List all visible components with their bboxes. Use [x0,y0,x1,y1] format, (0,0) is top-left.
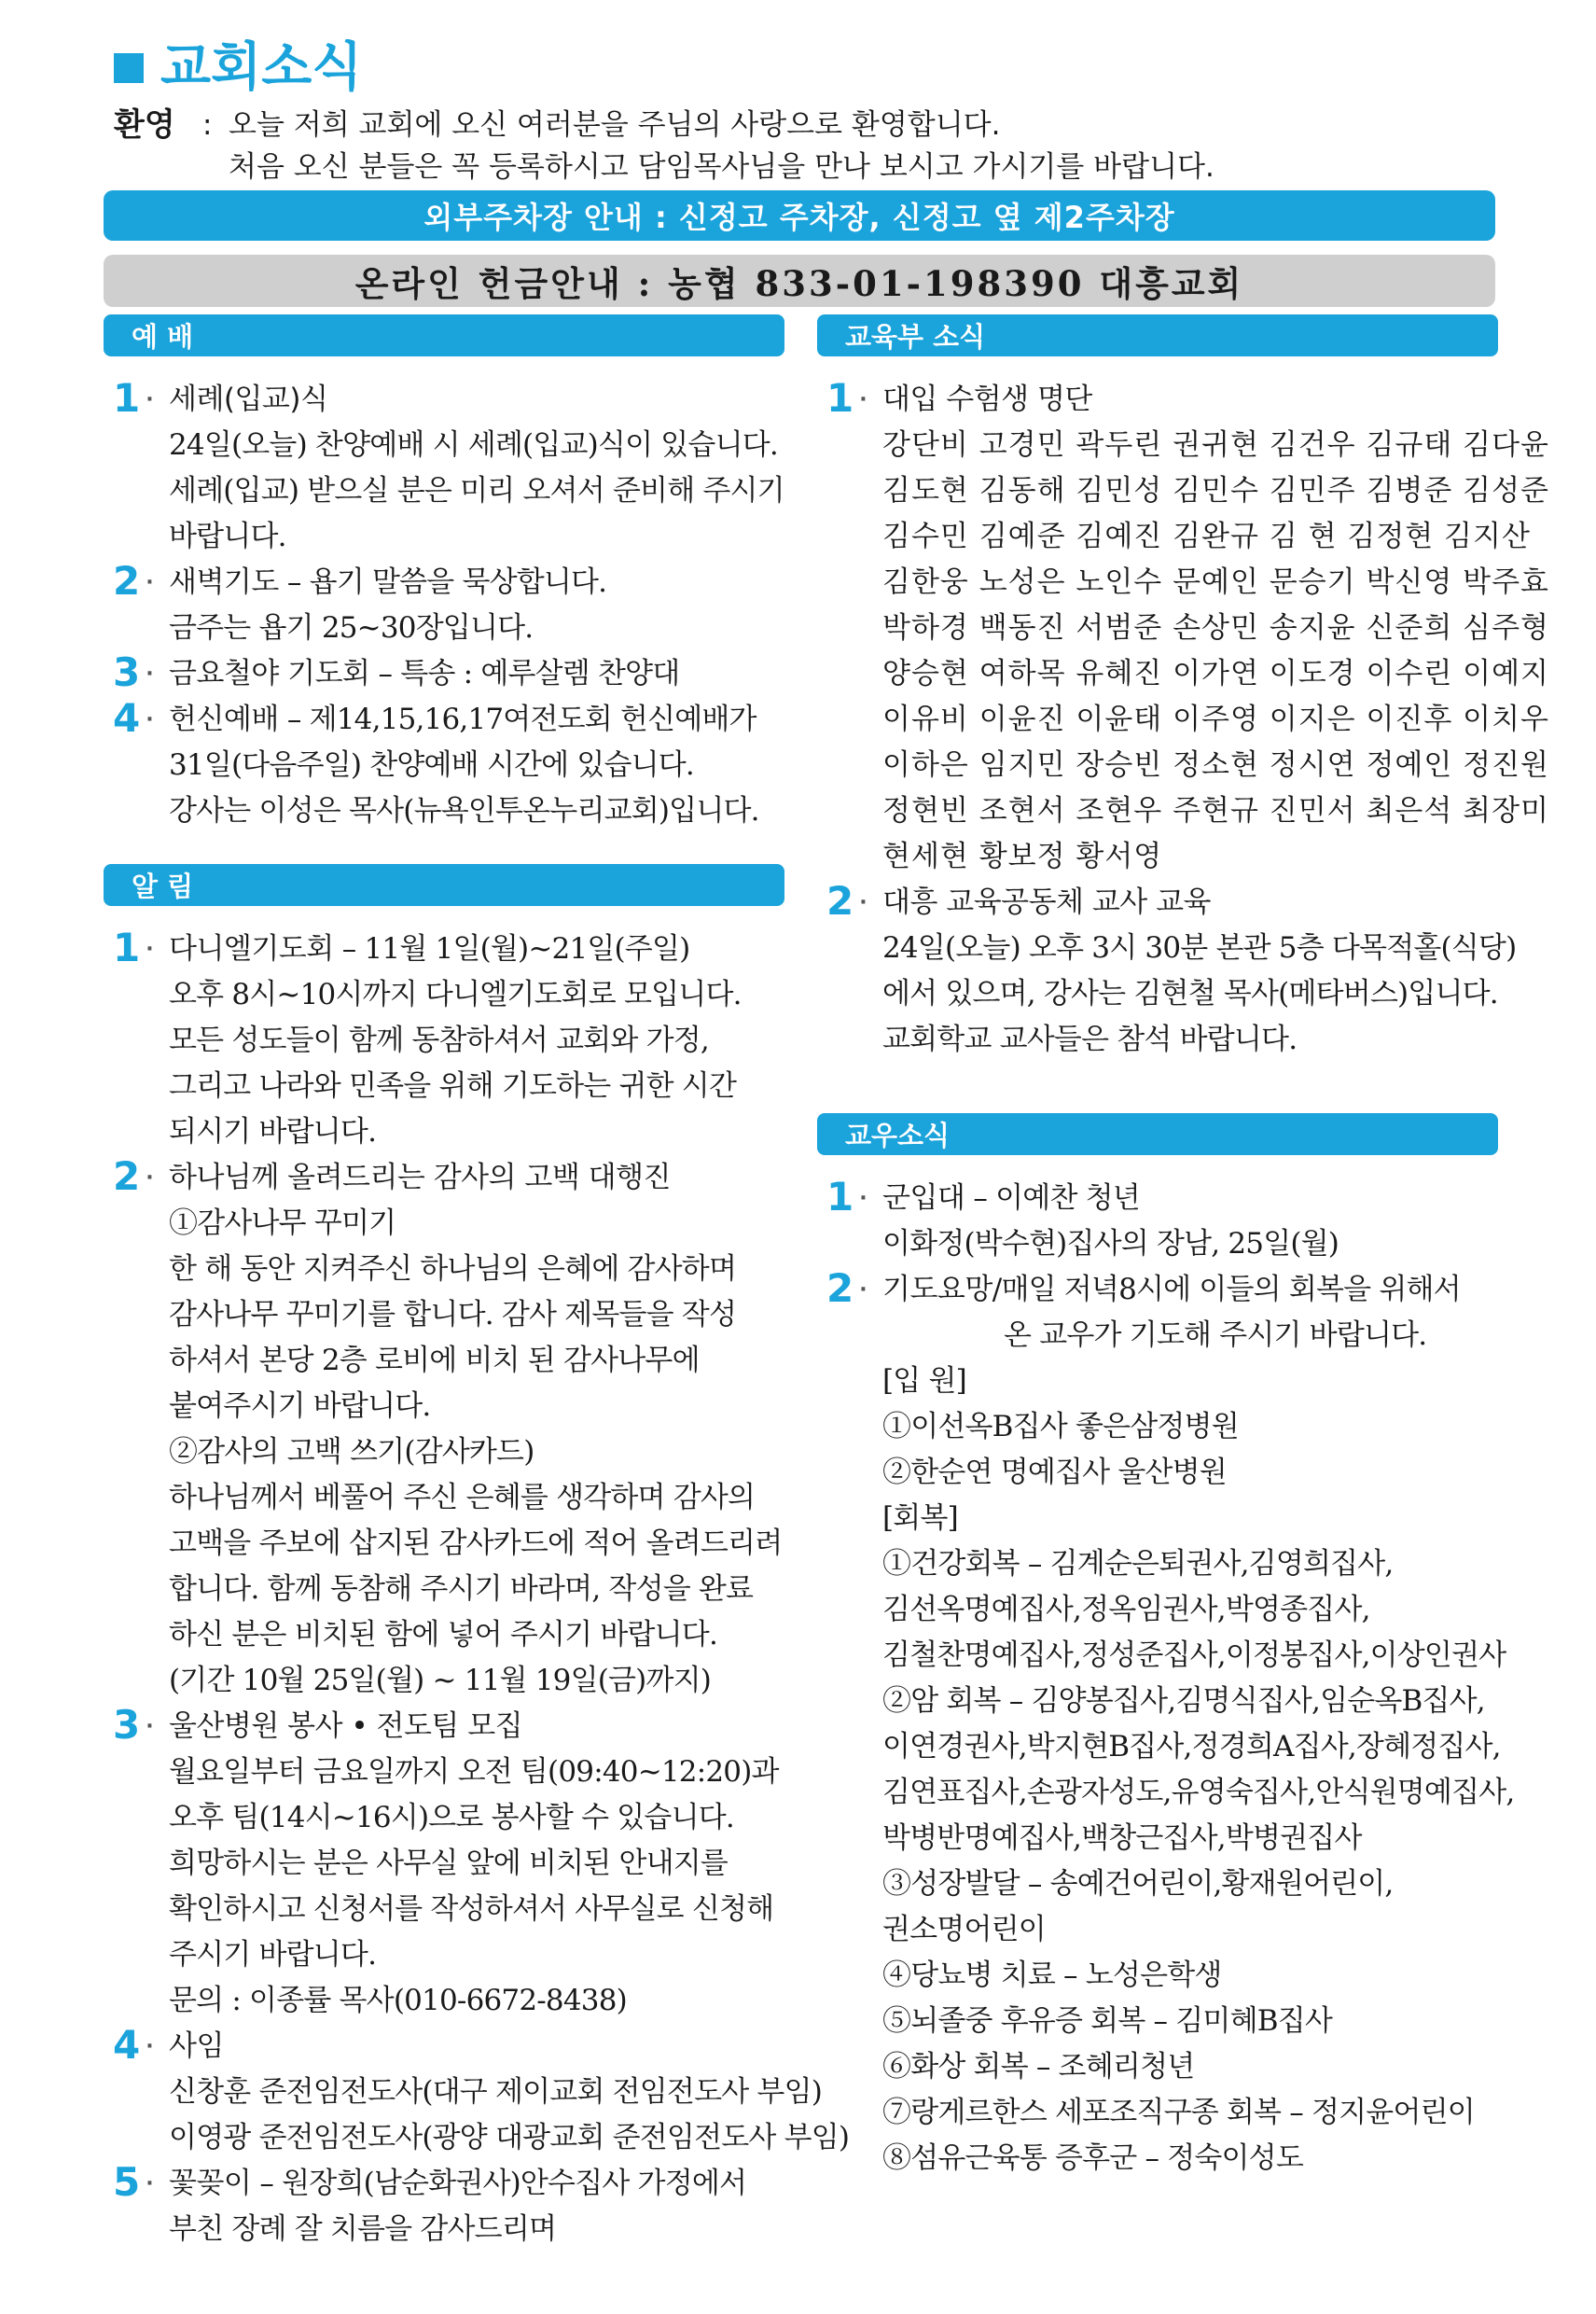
item-line: 오후 팀(14시~16시)으로 봉사할 수 있습니다. [169,1801,734,1834]
item-line: 김선옥명예집사,정옥임권사,박영종집사, [882,1593,1370,1626]
item-number [113,558,154,611]
item-line: ①이선옥B집사 좋은삼정병원 [882,1410,1239,1443]
bullet-dot-icon: · [146,2035,154,2058]
item-line: 하셔서 본당 2층 로비에 비치 된 감사나무에 [169,1344,700,1377]
education-item-2 [817,878,1517,1063]
item-line: 24일(오늘) 오후 3시 30분 본관 5층 다목적홀(식당) [882,931,1517,965]
title-square-icon [114,53,144,83]
item-line: 월요일부터 금요일까지 오전 팀(09:40~12:20)과 [169,1755,779,1789]
item-line: 감사나무 꾸미기를 합니다. 감사 제목들을 작성 [169,1298,737,1331]
item-number [113,2159,154,2212]
item-title-detail: – 특송 : 예루살렘 찬양대 [369,657,680,690]
item-title-detail: – 이예찬 청년 [965,1181,1140,1215]
item-title-detail: – 제14,15,16,17여전도회 헌신예배가 [278,703,756,736]
notice-item-4 [104,2022,850,2161]
item-line: 박하경 백동진 서범준 손상민 송지윤 신준희 심주형 [882,611,1549,645]
item-line: 오후 8시~10시까지 다니엘기도회로 모입니다. [169,978,742,1011]
welcome-line-2: 처음 오신 분들은 꼭 등록하시고 담임목사님을 만나 보시고 가시기를 바랍니다. [229,150,1214,184]
item-line: 붙여주시기 바랍니다. [169,1389,431,1423]
item-number [113,1702,154,1755]
item-line: 신창훈 준전임전도사(대구 제이교회 전임전도사 부임) [169,2075,823,2109]
notice-section [104,864,850,2252]
item-title: 기도요망 [882,1273,992,1306]
item-title-detail: – 11월 1일(월)~21일(주일) [333,932,690,966]
right-column [817,314,1549,2182]
worship-item-2 [104,560,784,651]
welcome-message [114,105,1214,188]
item-line: 온 교우가 기도해 주시기 바랍니다. [1004,1318,1427,1352]
worship-item-1 [104,377,784,560]
bullet-dot-icon: · [146,1166,154,1190]
item-line: 하신 분은 비치된 함에 넣어 주시기 바랍니다. [169,1618,718,1652]
item-line: 에서 있으며, 강사는 김현철 목사(메타버스)입니다. [882,977,1498,1011]
item-line: ①감사나무 꾸미기 [169,1206,396,1240]
members-heading: 교우소식 [817,1113,1498,1155]
bullet-dot-icon: · [146,571,154,594]
item-line: 한 해 동안 지켜주신 하나님의 은혜에 감사하며 [169,1252,737,1286]
item-number [113,925,154,978]
item-title: 대흥 교육공동체 교사 교육 [882,885,1211,919]
item-line: 하나님께서 베풀어 주신 은혜를 생각하며 감사의 [169,1481,756,1514]
item-line: 합니다. 함께 동참해 주시기 바라며, 작성을 완료 [169,1572,754,1606]
item-title: 군입대 [882,1181,965,1215]
item-number-text: 2 [826,878,854,924]
item-line: 김수민 김예준 김예진 김완규 김 현 김정현 김지산 [882,520,1531,553]
bullet-dot-icon: · [146,708,154,732]
item-number-text: 1 [826,375,854,421]
item-title-detail: /매일 저녁8시에 이들의 회복을 위해서 [992,1273,1461,1306]
item-title-detail: – 원장희(남순화권사)안수집사 가정에서 [251,2167,747,2200]
bullet-dot-icon: · [146,388,154,411]
item-line: ⑧섬유근육통 증후군 – 정숙이성도 [882,2141,1303,2175]
item-line: 권소명어린이 [882,1913,1046,1946]
parking-banner: 외부주차장 안내 : 신정고 주차장, 신정고 옆 제2주차장 [104,190,1495,241]
education-heading: 교육부 소식 [817,314,1498,356]
page-title-text: 교회소식 [160,37,363,98]
item-line: ⑥화상 회복 – 조혜리청년 [882,2050,1195,2084]
item-line: 모든 성도들이 함께 동참하셔서 교회와 가정, [169,1024,709,1057]
bullet-dot-icon: · [859,891,867,914]
item-number [113,695,154,748]
page-title [114,35,362,101]
bullet-dot-icon: · [859,388,867,411]
item-number [826,375,867,428]
item-number-text: 3 [113,1702,141,1748]
item-line: 강사는 이성은 목사(뉴욕인투온누리교회)입니다. [169,794,759,828]
item-line: 24일(오늘) 찬양예배 시 세례(입교)식이 있습니다. [169,428,778,462]
item-line: 희망하시는 분은 사무실 앞에 비치된 안내지를 [169,1847,729,1880]
item-line: 현세현 황보정 황서영 [882,840,1163,873]
notice-item-3 [104,1704,784,2024]
item-number [113,375,154,428]
item-number [826,1265,867,1318]
worship-item-3 [104,651,784,697]
item-number-text: 3 [113,649,141,695]
item-line: 이영광 준전임전도사(광양 대광교회 준전임전도사 부임) [169,2121,850,2154]
item-line: 정현빈 조현서 조현우 주현규 진민서 최은석 최장미 [882,794,1549,828]
item-number-text: 2 [113,558,141,604]
notice-item-2 [104,1155,784,1704]
item-line: 되시기 바랍니다. [169,1115,377,1149]
education-item-1 [817,375,1549,880]
item-number-text: 5 [113,2159,141,2205]
item-number-text: 1 [826,1174,854,1220]
item-title-detail: – 욥기 말씀을 묵상합니다. [278,565,607,599]
offering-banner: 온라인 헌금안내 : 농협 833-01-198390 대흥교회 [104,255,1495,307]
item-line: 김철찬명예집사,정성준집사,이정봉집사,이상인권사 [882,1638,1506,1672]
item-line: 이화정(박수현)집사의 장남, 25일(월) [882,1227,1339,1261]
item-title: 다니엘기도회 [169,932,334,966]
item-title: 새벽기도 [169,565,279,599]
education-section [817,314,1549,1063]
item-line: [회복] [882,1501,958,1535]
bullet-dot-icon: · [146,1715,154,1738]
item-line: ②한순연 명예집사 울산병원 [882,1456,1227,1489]
item-line: [입 원] [882,1364,966,1398]
item-line: 31일(다음주일) 찬양예배 시간에 있습니다. [169,748,694,782]
item-line: ②암 회복 – 김양봉집사,김명식집사,임순옥B집사, [882,1684,1485,1718]
item-line: 이하은 임지민 장승빈 정소현 정시연 정예인 정진원 [882,748,1549,782]
item-number [826,1174,867,1227]
item-line: ③성장발달 – 송예건어린이,황재원어린이, [882,1867,1394,1901]
item-line: 김한웅 노성은 노인수 문예인 문승기 박신영 박주효 [882,565,1549,599]
item-line: 주시기 바랍니다. [169,1938,377,1972]
bullet-dot-icon: · [146,938,154,961]
item-line: 고백을 주보에 삽지된 감사카드에 적어 올려드리려 [169,1526,783,1560]
item-number-text: 1 [113,925,141,970]
item-line: 김도현 김동해 김민성 김민수 김민주 김병준 김성준 [882,474,1549,508]
worship-heading: 예 배 [104,314,784,356]
item-title: 금요철야 기도회 [169,657,370,690]
item-number [113,1153,154,1206]
members-item-2 [817,1265,1515,2182]
item-number [826,878,867,931]
item-line: 이연경권사,박지현B집사,정경희A집사,장혜정집사, [882,1730,1501,1763]
item-number-text: 4 [113,2022,141,2068]
welcome-colon: : [202,108,213,142]
item-line: 부친 장례 잘 치름을 감사드리며 [169,2212,557,2246]
welcome-label: 환영 [114,106,175,144]
item-number [113,2022,154,2075]
item-line: ④당뇨병 치료 – 노성은학생 [882,1959,1222,1992]
item-number-text: 1 [113,375,141,421]
item-title: 사임 [169,2029,224,2063]
item-line: ②감사의 고백 쓰기(감사카드) [169,1435,534,1469]
item-title: 대입 수험생 명단 [882,383,1092,416]
welcome-line-1: 오늘 저희 교회에 오신 여러분을 주님의 사랑으로 환영합니다. [229,108,1001,142]
item-number-text: 4 [113,695,141,741]
bullet-dot-icon: · [859,1187,867,1210]
left-column [104,314,850,2252]
item-line: 교회학교 교사들은 참석 바랍니다. [882,1023,1298,1056]
item-line: 양승현 여하목 유혜진 이가연 이도경 이수린 이예지 [882,657,1549,690]
item-number-text: 2 [113,1153,141,1199]
item-line: ①건강회복 – 김계순은퇴권사,김영희집사, [882,1547,1394,1581]
item-line: 강단비 고경민 곽두린 권귀현 김건우 김규태 김다윤 [882,428,1549,462]
notice-item-5 [104,2161,784,2252]
notice-item-1 [104,927,784,1155]
item-line: ⑦랑게르한스 세포조직구종 회복 – 정지윤어린이 [882,2096,1475,2129]
item-line: 김연표집사,손광자성도,유영숙집사,안식원명예집사, [882,1776,1515,1809]
worship-item-4 [104,697,784,834]
item-title: 세례(입교)식 [169,383,328,416]
members-section [817,1113,1515,2182]
item-line: ⑤뇌졸중 후유증 회복 – 김미혜B집사 [882,2004,1332,2038]
item-title: 헌신예배 [169,703,279,736]
item-line: 이유비 이윤진 이윤태 이주영 이지은 이진후 이치우 [882,703,1549,736]
item-line: (기간 10월 25일(월) ~ 11월 19일(금)까지) [169,1664,712,1697]
bullet-dot-icon: · [859,1278,867,1302]
item-title: 꽃꽂이 [169,2167,252,2200]
item-title: 울산병원 봉사 • 전도팀 모집 [169,1709,523,1743]
members-item-1 [817,1176,1498,1267]
item-line: 세례(입교) 받으실 분은 미리 오셔서 준비해 주시기 [169,474,784,508]
notice-heading: 알 림 [104,864,784,906]
item-line: 금주는 욥기 25~30장입니다. [169,611,534,645]
item-title: 하나님께 올려드리는 감사의 고백 대행진 [169,1161,671,1194]
item-line: 확인하시고 신청서를 작성하셔서 사무실로 신청해 [169,1892,774,1926]
bullet-dot-icon: · [146,662,154,686]
item-line: 문의 : 이종률 목사(010-6672-8438) [169,1984,627,2017]
item-line: 그리고 나라와 민족을 위해 기도하는 귀한 시간 [169,1069,737,1103]
item-number-text: 2 [826,1265,854,1311]
item-line: 바랍니다. [169,520,286,553]
worship-section [104,314,784,834]
bullet-dot-icon: · [146,2172,154,2196]
item-line: 박병반명예집사,백창근집사,박병권집사 [882,1821,1362,1855]
